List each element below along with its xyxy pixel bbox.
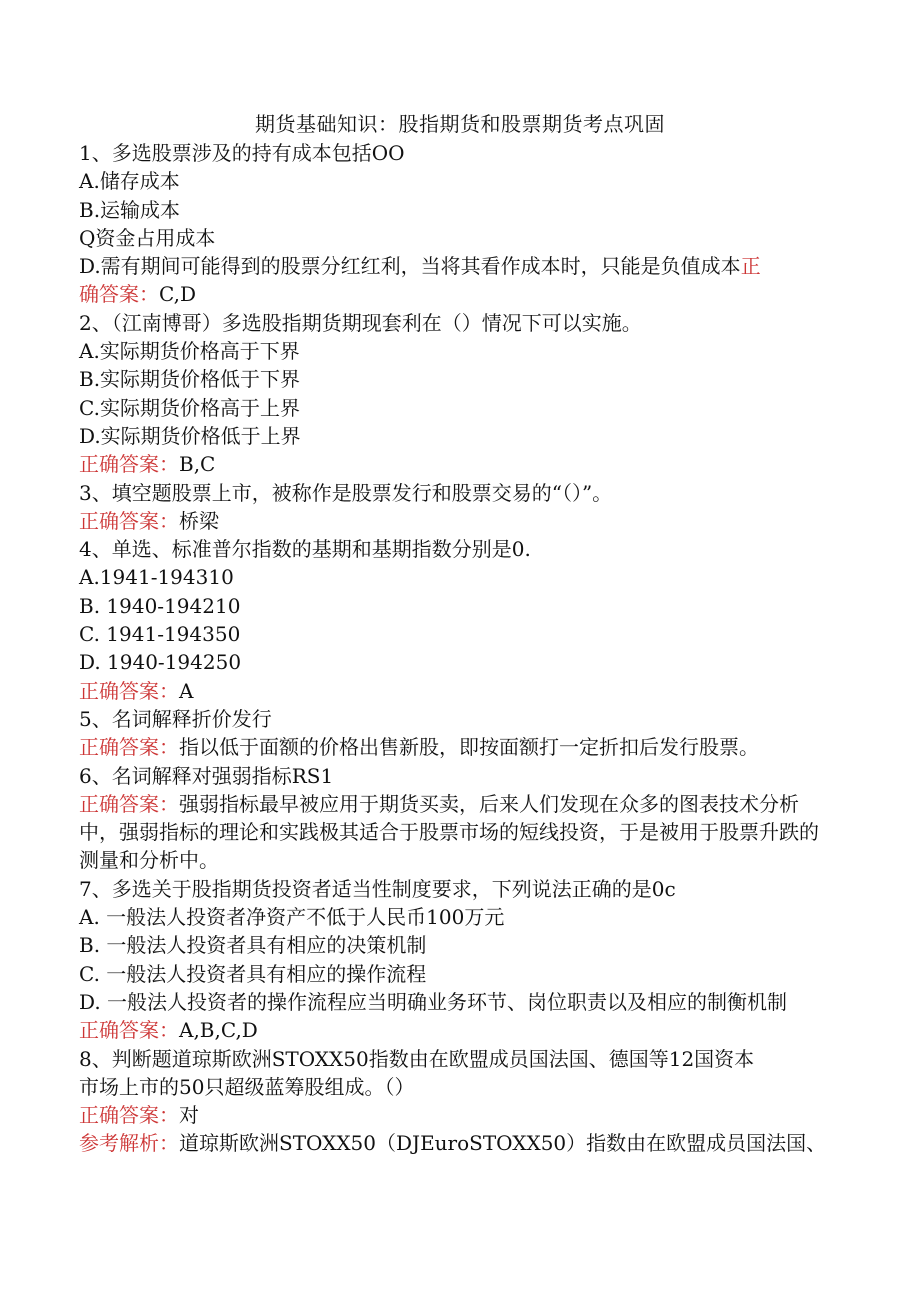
question-1-stem: 1、多选股票涉及的持有成本包括OO <box>79 141 405 165</box>
question-7-option-b: B. 一般法人投资者具有相应的决策机制 <box>79 933 427 958</box>
answer-label-fragment: 确答案： <box>79 282 159 307</box>
answer-value: B,C <box>179 452 216 477</box>
answer-label: 正确答案： <box>79 1103 179 1128</box>
document-title: 期货基础知识：股指期货和股票期货考点巩固 <box>255 112 665 136</box>
question-7-answer <box>79 1016 824 1044</box>
question-1-answer <box>79 280 824 308</box>
answer-value: 强弱指标最早被应用于期货买卖，后来人们发现在众多的图表技术分析中，强弱指标的理论和实践极其适合于股票市场的短线投资，于是被用于股票升跌的测量和分析中。 <box>79 791 819 873</box>
question-6-answer <box>79 790 824 875</box>
question-4-stem: 4、单选、标准普尔指数的基期和基期指数分别是0. <box>79 537 531 562</box>
question-2-option-b: B.实际期货价格低于下界 <box>79 367 301 392</box>
question-1-option-b: B.运输成本 <box>79 197 181 222</box>
question-2-answer <box>79 450 824 478</box>
question-2-option-c: C.实际期货价格高于上界 <box>79 395 300 420</box>
answer-value: 指以低于面额的价格出售新股，即按面额打一定折扣后发行股票。 <box>179 735 759 760</box>
analysis-text: 道琼斯欧洲STOXX50（DJEuroSTOXX50）指数由在欧盟成员国法国、 <box>179 1131 827 1156</box>
question-8-answer <box>79 1101 824 1129</box>
question-7-option-c: C. 一般法人投资者具有相应的操作流程 <box>79 961 427 986</box>
question-1-option-c: Q资金占用成本 <box>79 225 216 250</box>
question-1-option-d <box>79 252 824 280</box>
question-2-option-a: A.实际期货价格高于下界 <box>79 339 300 364</box>
answer-label: 正确答案： <box>79 1018 179 1043</box>
answer-label: 正确答案： <box>79 791 179 816</box>
question-4-answer <box>79 677 824 705</box>
answer-value: 对 <box>179 1103 199 1128</box>
question-4-option-c: C. 1941-194350 <box>79 622 241 647</box>
question-3-stem: 3、填空题股票上市，被称作是股票发行和股票交易的“（）”。 <box>79 480 613 505</box>
answer-value: C,D <box>159 282 196 307</box>
question-4-option-a: A.1941-194310 <box>79 565 234 590</box>
question-1-option-a: A.储存成本 <box>79 169 180 194</box>
answer-value: 桥梁 <box>179 508 219 533</box>
answer-label: 正确答案： <box>79 452 179 477</box>
question-6-stem: 6、名词解释对强弱指标RS1 <box>79 763 334 788</box>
question-8-stem-line-2: 市场上市的50只超级蓝筹股组成。（） <box>79 1074 415 1099</box>
question-1-option-d-text: D.需有期间可能得到的股票分红红利，当将其看作成本时，只能是负值成本 <box>79 254 741 279</box>
question-4-option-d: D. 1940-194250 <box>79 650 242 675</box>
analysis-label: 参考解析： <box>79 1131 179 1156</box>
question-5-stem: 5、名词解释折价发行 <box>79 706 272 731</box>
question-8-stem-line-1: 8、判断题道琼斯欧洲STOXX50指数由在欧盟成员国法国、德国等12国资本 <box>79 1046 755 1071</box>
answer-label: 正确答案： <box>79 678 179 703</box>
question-5-answer <box>79 733 824 761</box>
answer-value: A,B,C,D <box>179 1018 258 1043</box>
question-2-stem: 2、（江南博哥）多选股指期货期现套利在（）情况下可以实施。 <box>79 310 642 335</box>
question-7-option-d: D. 一般法人投资者的操作流程应当明确业务环节、岗位职责以及相应的制衡机制 <box>79 989 788 1014</box>
question-8-analysis <box>79 1129 827 1157</box>
question-7-stem: 7、多选关于股指期货投资者适当性制度要求，下列说法正确的是0c <box>79 876 676 901</box>
answer-label-fragment: 正 <box>740 254 761 279</box>
answer-value: A <box>179 678 194 703</box>
question-7-option-a: A. 一般法人投资者净资产不低于人民币100万元 <box>79 905 505 930</box>
answer-label: 正确答案： <box>79 735 179 760</box>
document-body <box>79 139 827 1158</box>
answer-label: 正确答案： <box>79 508 179 533</box>
question-2-option-d: D.实际期货价格低于上界 <box>79 423 301 448</box>
question-4-option-b: B. 1940-194210 <box>79 593 241 618</box>
question-3-answer <box>79 507 824 535</box>
